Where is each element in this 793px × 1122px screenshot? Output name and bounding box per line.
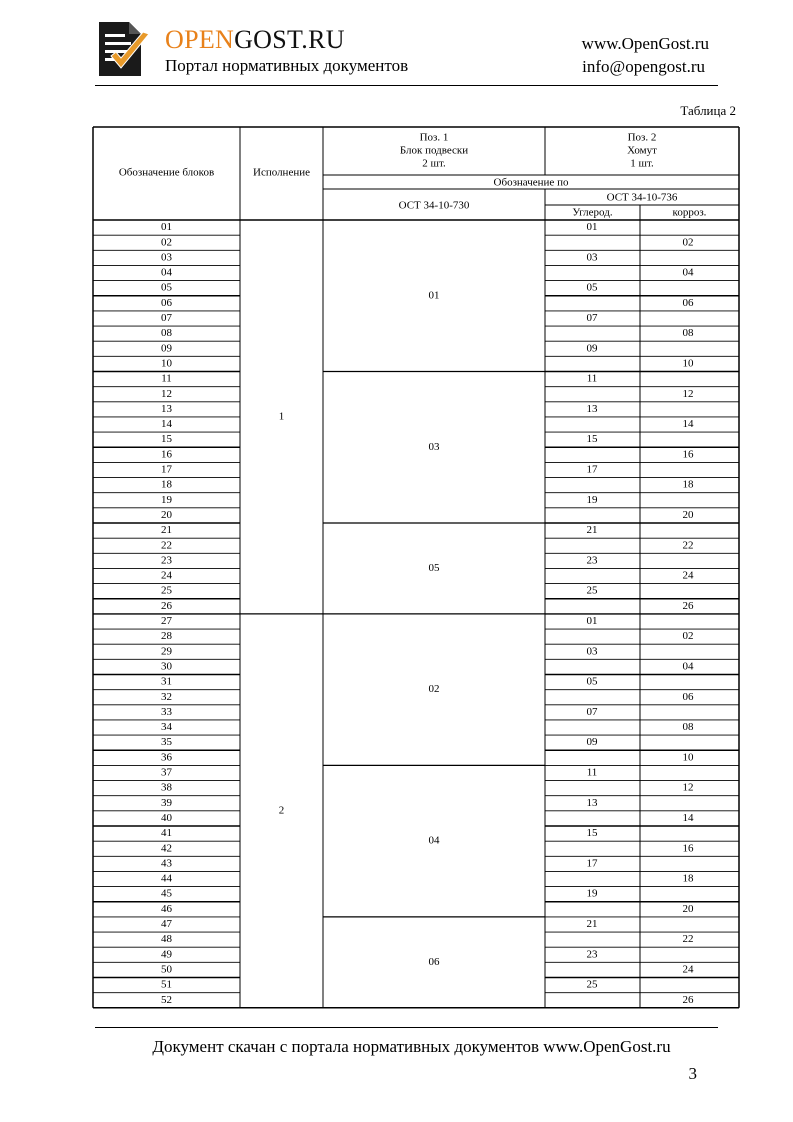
brand-name: OPENGOST.RU xyxy=(165,25,345,54)
block-designation: 14 xyxy=(161,418,172,431)
block-designation: 09 xyxy=(161,342,172,355)
block-designation: 24 xyxy=(161,569,172,582)
pos2-carbon-value: 17 xyxy=(586,857,598,870)
pos2-corrosion-value: 06 xyxy=(682,296,694,309)
pos2-carbon-value: 11 xyxy=(586,766,598,779)
pos2-corrosion-value: 14 xyxy=(682,811,694,824)
block-designation: 36 xyxy=(161,751,172,764)
pos1-value: 06 xyxy=(428,955,440,968)
pos2-corrosion-value: 12 xyxy=(682,781,694,794)
block-designation: 44 xyxy=(161,872,172,885)
block-designation: 31 xyxy=(161,675,172,688)
block-designation: 16 xyxy=(161,448,172,461)
pos2-corrosion-value: 24 xyxy=(682,963,694,976)
pos2-carbon-value: 03 xyxy=(586,645,598,658)
block-designation: 21 xyxy=(161,524,172,537)
pos2-corrosion-value: 12 xyxy=(682,387,694,400)
pos2-corrosion-value: 26 xyxy=(682,599,694,612)
pos2-corrosion-value: 08 xyxy=(682,327,694,340)
block-designation: 47 xyxy=(161,918,172,931)
pos2-carbon-value: 03 xyxy=(586,251,598,264)
pos2-corrosion-value: 22 xyxy=(682,933,694,946)
header-carbon: Углерод. xyxy=(572,206,613,219)
pos2-carbon-value: 23 xyxy=(586,948,598,961)
pos1-value: 01 xyxy=(428,289,440,302)
email-link[interactable]: info@opengost.ru xyxy=(582,57,705,76)
header-pos2-line: 1 шт. xyxy=(630,157,654,170)
pos2-corrosion-value: 20 xyxy=(682,508,694,521)
block-designation: 20 xyxy=(161,508,172,521)
block-designation: 48 xyxy=(161,933,172,946)
pos2-corrosion-value: 08 xyxy=(682,721,694,734)
block-designation: 34 xyxy=(161,721,172,734)
block-designation: 17 xyxy=(161,463,172,476)
pos2-carbon-value: 19 xyxy=(586,493,598,506)
block-designation: 04 xyxy=(161,266,172,279)
pos2-carbon-value: 17 xyxy=(586,463,598,476)
pos1-value: 05 xyxy=(428,561,440,574)
pos2-carbon-value: 09 xyxy=(586,736,598,749)
block-designation: 27 xyxy=(161,615,172,628)
block-designation: 38 xyxy=(161,781,172,794)
block-designation: 32 xyxy=(161,690,172,703)
block-designation: 42 xyxy=(161,842,172,855)
block-designation: 02 xyxy=(161,236,172,249)
block-designation: 37 xyxy=(161,766,172,779)
page-number: 3 xyxy=(688,1064,697,1083)
pos2-corrosion-value: 14 xyxy=(682,418,694,431)
block-designation: 23 xyxy=(161,554,172,567)
pos2-carbon-value: 15 xyxy=(586,827,598,840)
pos2-corrosion-value: 06 xyxy=(682,690,694,703)
footer-text: Документ скачан с портала нормативных документов www.OpenGost.ru xyxy=(152,1037,671,1056)
block-designation: 39 xyxy=(161,796,172,809)
block-designation: 19 xyxy=(161,493,172,506)
pos2-carbon-value: 19 xyxy=(586,887,598,900)
header-ost-730: ОСТ 34-10-730 xyxy=(398,199,470,212)
block-designation: 05 xyxy=(161,281,172,294)
block-designation: 45 xyxy=(161,887,172,900)
pos2-corrosion-value: 10 xyxy=(682,751,694,764)
pos2-carbon-value: 05 xyxy=(586,675,598,688)
execution-value: 2 xyxy=(278,804,285,817)
pos2-corrosion-value: 02 xyxy=(682,236,694,249)
pos2-corrosion-value: 24 xyxy=(682,569,694,582)
header-ost-736: ОСТ 34-10-736 xyxy=(606,191,678,204)
pos2-carbon-value: 25 xyxy=(586,978,598,991)
block-designation: 49 xyxy=(161,948,172,961)
pos2-corrosion-value: 18 xyxy=(682,478,694,491)
pos2-carbon-value: 11 xyxy=(586,372,598,385)
pos2-carbon-value: 01 xyxy=(586,615,598,628)
pos2-corrosion-value: 16 xyxy=(682,448,694,461)
block-designation: 41 xyxy=(161,827,172,840)
pos2-carbon-value: 23 xyxy=(586,554,598,567)
block-designation: 51 xyxy=(161,978,172,991)
header-pos1-line: 2 шт. xyxy=(422,157,446,170)
header-pos2-line: Поз. 2 xyxy=(627,131,657,144)
block-designation: 13 xyxy=(161,402,172,415)
header-blocks: Обозначение блоков xyxy=(118,166,215,179)
execution-value: 1 xyxy=(278,410,285,423)
block-designation: 25 xyxy=(161,584,172,597)
pos2-corrosion-value: 16 xyxy=(682,842,694,855)
pos2-corrosion-value: 02 xyxy=(682,630,694,643)
footer-divider xyxy=(95,1027,718,1028)
block-designation: 15 xyxy=(161,433,172,446)
pos1-value: 03 xyxy=(428,440,440,453)
block-designation: 06 xyxy=(161,296,172,309)
table-caption: Таблица 2 xyxy=(680,103,736,118)
header-pos1-line: Блок подвески xyxy=(399,144,469,157)
block-designation: 26 xyxy=(161,599,172,612)
pos2-corrosion-value: 22 xyxy=(682,539,694,552)
pos2-carbon-value: 01 xyxy=(586,221,598,234)
pos2-carbon-value: 15 xyxy=(586,433,598,446)
pos2-carbon-value: 21 xyxy=(586,524,598,537)
pos2-corrosion-value: 04 xyxy=(682,660,694,673)
block-designation: 07 xyxy=(161,312,172,325)
pos2-carbon-value: 13 xyxy=(586,402,598,415)
header-pos1-line: Поз. 1 xyxy=(419,131,449,144)
header-execution: Исполнение xyxy=(253,166,310,179)
block-designation: 33 xyxy=(161,705,172,718)
pos2-corrosion-value: 04 xyxy=(682,266,694,279)
block-designation: 08 xyxy=(161,327,172,340)
pos2-carbon-value: 05 xyxy=(586,281,598,294)
pos2-carbon-value: 09 xyxy=(586,342,598,355)
header-corrosion: корроз. xyxy=(672,206,707,219)
header-pos2-line: Хомут xyxy=(627,144,657,157)
header-designation: Обозначение по xyxy=(493,176,569,189)
block-designation: 46 xyxy=(161,902,172,915)
block-designation: 30 xyxy=(161,660,172,673)
pos2-carbon-value: 13 xyxy=(586,796,598,809)
block-designation: 10 xyxy=(161,357,172,370)
portal-tagline: Портал нормативных документов xyxy=(165,56,409,75)
pos2-corrosion-value: 20 xyxy=(682,902,694,915)
pos2-corrosion-value: 18 xyxy=(682,872,694,885)
pos2-carbon-value: 07 xyxy=(586,312,598,325)
block-designation: 22 xyxy=(161,539,172,552)
block-designation: 29 xyxy=(161,645,172,658)
pos2-corrosion-value: 10 xyxy=(682,357,694,370)
block-designation: 11 xyxy=(161,372,172,385)
pos2-carbon-value: 21 xyxy=(586,918,598,931)
pos2-carbon-value: 07 xyxy=(586,705,598,718)
block-designation: 50 xyxy=(161,963,172,976)
site-link[interactable]: www.OpenGost.ru xyxy=(581,34,709,53)
block-designation: 01 xyxy=(161,221,172,234)
block-designation: 40 xyxy=(161,811,172,824)
block-designation: 28 xyxy=(161,630,172,643)
block-designation: 52 xyxy=(161,993,172,1006)
block-designation: 35 xyxy=(161,736,172,749)
pos1-value: 02 xyxy=(428,683,440,696)
block-designation: 43 xyxy=(161,857,172,870)
block-designation: 12 xyxy=(161,387,172,400)
pos1-value: 04 xyxy=(428,834,440,847)
block-designation: 03 xyxy=(161,251,172,264)
pos2-corrosion-value: 26 xyxy=(682,993,694,1006)
pos2-carbon-value: 25 xyxy=(586,584,598,597)
block-designation: 18 xyxy=(161,478,172,491)
